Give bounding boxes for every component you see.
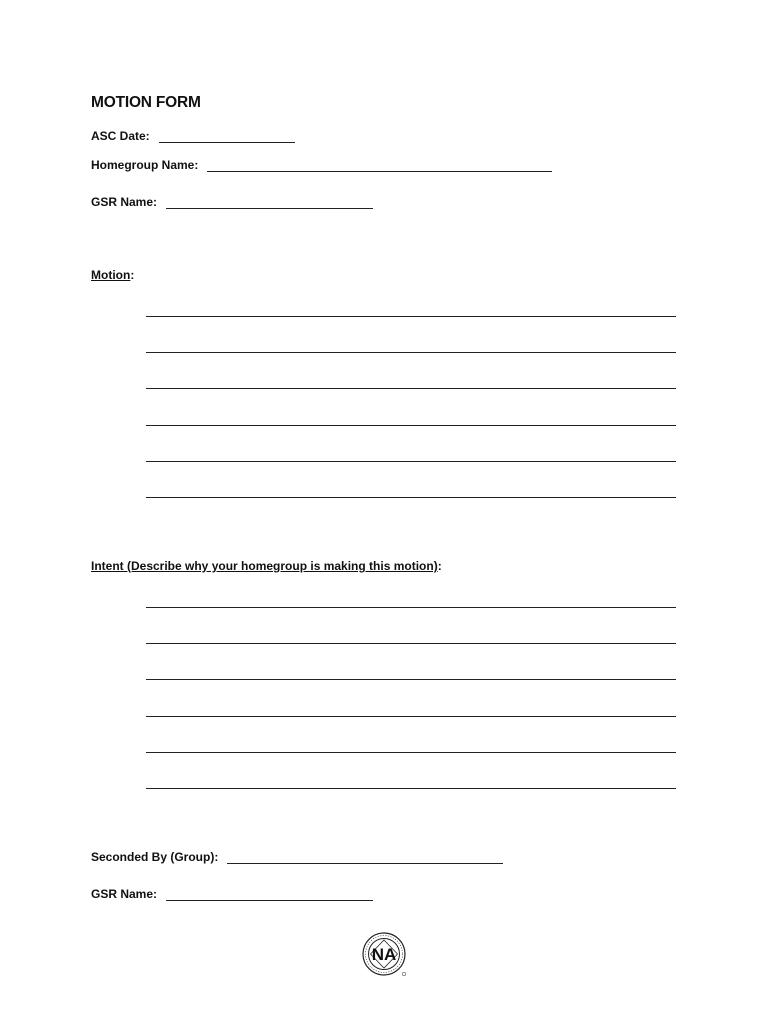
gsr-name-field-2: [91, 887, 373, 901]
intent-label: Intent (Describe why your homegroup is making this motion): [91, 559, 438, 573]
gsr-name-blank[interactable]: [166, 196, 373, 209]
intent-line[interactable]: [146, 643, 676, 644]
intent-line[interactable]: [146, 607, 676, 608]
motion-heading: [91, 268, 134, 282]
intent-line[interactable]: [146, 716, 676, 717]
asc-date-field: [91, 129, 295, 143]
intent-line[interactable]: [146, 788, 676, 789]
seconded-by-label: Seconded By (Group):: [91, 850, 219, 864]
homegroup-name-blank[interactable]: [207, 159, 552, 172]
motion-line[interactable]: [146, 425, 676, 426]
asc-date-label: ASC Date:: [91, 129, 150, 143]
motion-line[interactable]: [146, 388, 676, 389]
page-title: MOTION FORM: [91, 94, 201, 111]
intent-colon: :: [437, 559, 442, 573]
seconded-by-field: [91, 850, 503, 864]
gsr-name-label-2: GSR Name:: [91, 887, 158, 901]
intent-heading: [91, 559, 442, 573]
asc-date-blank[interactable]: [159, 130, 295, 143]
gsr-name-blank-2[interactable]: [166, 888, 373, 901]
motion-colon: :: [130, 268, 135, 282]
homegroup-name-field: [91, 158, 552, 172]
motion-line[interactable]: [146, 316, 676, 317]
motion-line[interactable]: [146, 461, 676, 462]
homegroup-name-label: Homegroup Name:: [91, 158, 199, 172]
gsr-name-label: GSR Name:: [91, 195, 158, 209]
motion-line[interactable]: [146, 497, 676, 498]
na-logo-icon: [362, 932, 408, 978]
intent-line[interactable]: [146, 679, 676, 680]
na-logo-text: NA: [371, 945, 397, 964]
gsr-name-field: [91, 195, 373, 209]
motion-line[interactable]: [146, 352, 676, 353]
seconded-by-blank[interactable]: [227, 851, 503, 864]
intent-line[interactable]: [146, 752, 676, 753]
motion-label: Motion: [91, 268, 131, 282]
